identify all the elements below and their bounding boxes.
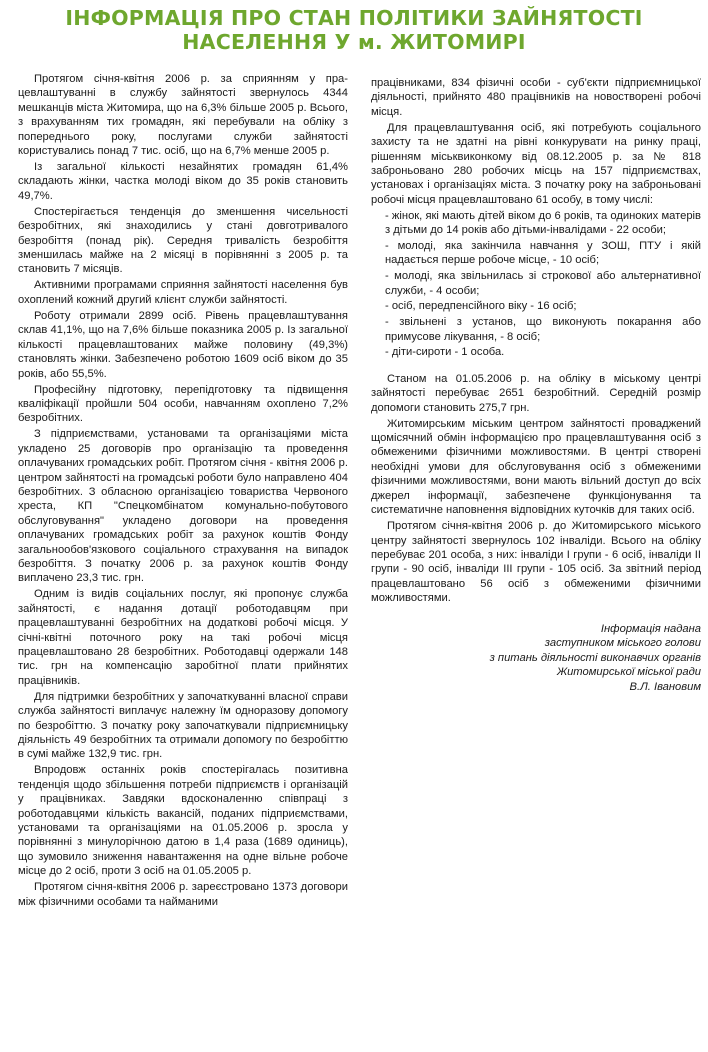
left-column [18,72,348,911]
paragraph: Впродовж останніх років спостерігалась позитивна тенденція щодо збільшення потреби підприємств і організацій у працівниках. Завдяки вдосконаленню співпраці з роботодавцями кількість вакансій, поданих підприємствами, установами та організаціями на 01.05.2006 р. зросла у порівнянні з минулорічною датою в 1,4 раза (1689 одиниць), що зумовило зниження навантаження на одне вільне робоче місце до 2 осіб, проти 3 осіб на 01.05.2005 р. [18,764,348,878]
paragraph: Протягом січня-квітня 2006 р. зареєстровано 1373 договори між фізичними особами та найманими [18,881,348,908]
paragraph: Роботу отримали 2899 осіб. Рівень працевлаштування склав 41,1%, що на 7,6% більше показника 2005 р. Із загальної кількості працевлаштованих майже половину (49,3%) становлять жінки. Забезпечено роботою 1609 осіб віком до 35 років, або 55,5%. [18,309,348,380]
signature-line: заступником міського голови [544,637,701,650]
signature-line: Житомирської міської ради [556,666,701,679]
list-item: - звільнені з установ, що виконують покарання або примусове лікування, - 8 осіб; [385,316,701,343]
title-line-2: НАСЕЛЕННЯ У м. ЖИТОМИРІ [182,30,526,54]
signature-line: з питань діяльності виконавчих органів [489,651,701,664]
paragraph: Протягом січня-квітня 2006 р. до Житомирського міського центру зайнятості звернулось 102 інваліди. Всього на обліку перебуває 201 особа, з них: інваліди I групи - 6 осіб, інваліди II групи - 90 осіб, інваліди III групи - 105 осіб. За звітний період працевлаштовано 56 осіб з обмеженими фізичними можливостями. [371,520,701,605]
signature-block [371,622,701,695]
list-item: - молоді, яка закінчила навчання у ЗОШ, ПТУ і якій надається перше робоче місце, - 10 осіб; [385,240,701,267]
paragraph: Із загальної кількості незайнятих громадян 61,4% складають жінки, частка молоді віком до 35 років становить 49,7%. [18,161,348,202]
paragraph: Спостерігається тенденція до зменшення чисельності безробітних, які знаходились у стані довготривалого безробіття (понад рік). Середня тривалість безробіття зменшилась майже на 2 місяці в порівнянні з 2005 р. та становить 7 місяців. [18,205,348,276]
paragraph: Професійну підготовку, перепідготовку та підвищення кваліфікації пройшли 504 особи, навчанням охоплено 7,2% безробітних. [18,383,348,425]
list-item: - осіб, передпенсійного віку - 16 осіб; [385,300,577,313]
list-item: - молоді, яка звільнилась зі строкової або альтернативної служби, - 4 особи; [385,270,701,297]
paragraph: Протягом січня-квітня 2006 р. за сприянням у працевлаштуванні в службу зайнятості звернулось 4344 мешканців міста Житомира, що на 6,3% більше 2005 р. Всього, з врахуванням тих громадян, які перебували на обліку з попереднього року, послугами служби зайнятості користувались понад 7 тис. осіб, що на 6,7% менше 2005 р. [18,73,348,158]
paragraph: Станом на 01.05.2006 р. на обліку в міському центрі зайнятості перебуває 2651 безробітний. Середній розмір допомоги становить 275,7 грн. [371,372,701,414]
paragraph: Для працевлаштування осіб, які потребують соціального захисту та не здатні на рівні конкурувати на ринку праці, рішенням міськвиконкому від 08.12.2005 р. за № 818 заброньовано 280 робочих місць на 157 підприємствах, установах і організаціях міста. З початку року на заброньовані робочі місця працевлаштовано 61 особу, в тому числі: [371,121,701,206]
list-item: - жінок, які мають дітей віком до 6 років, та одиноких матерів з дітьми до 14 років або дітьми-інвалідами - 22 особи; [385,209,701,237]
paragraph: Для підтримки безробітних у започаткуванні власної справи служба зайнятості виплачує належну їм одноразову допомогу по безробіттю. З початку року започаткували підприємницьку діяльність 49 безробітних та отримали допомогу по безробіттю в сумі майже 132,9 тис. грн. [18,690,348,761]
page-title [0,6,708,54]
paragraph: З підприємствами, установами та організаціями міста укладено 25 договорів про організацію та проведення оплачуваних громадських робіт. Протягом січня - квітня 2006 р. центром зайнятості на громадські роботи було направлено 404 безробітних. З обласною організацією товариства Червоного хреста, КП "Спецкомбінатом комунально-побутового обслуговування" укладено договори на проведення оплачуваних громадських робіт за рахунок коштів Фонду загальнообов'язкового соціального страхування на випадок безробіття. З початку 2006 р. за рахунок коштів Фонду виплачено 23,3 тис. грн. [18,428,348,585]
paragraph: Активними програмами сприяння зайнятості населення був охоплений кожний другий клієнт служби зайнятості. [18,279,348,306]
paragraph: Одним із видів соціальних послуг, які пропонує служба зайнятості, є надання дотації роботодавцям при працевлаштуванні безробітних на додаткові робочі місця. У січні-квітні поточного року на такі робочі місця працевлаштовано 28 безробітних. Роботодавці одержали 148 тис. грн на компенсацію заробітної плати прийнятих працівників. [18,588,348,687]
list-item: - діти-сироти - 1 особа. [385,346,505,359]
paragraph: Житомирським міським центром зайнятості проваджений щомісячний обмін інформацією про працевлаштування осіб з обмеженими фізичними можливостями. В центрі створені необхідні умови для обслуговування осіб з обмеженими фізичними можливостями, вони мають вільний доступ до всіх джерел інформації, забезпечене функціонування та систематичне наповнення відповідних куточків для таких осіб. [371,417,701,517]
right-column [371,76,701,695]
signature-line: Інформація надана [600,622,701,635]
title-line-1: ІНФОРМАЦІЯ ПРО СТАН ПОЛІТИКИ ЗАЙНЯТОСТІ [65,6,643,30]
paragraph-continuation: працівниками, 834 фізичні особи - суб'єкти підприємницької діяльності, прийнято 480 працівників на новостворені робочі місця. [371,77,701,118]
signature-line: В.Л. Івановим [629,680,701,693]
